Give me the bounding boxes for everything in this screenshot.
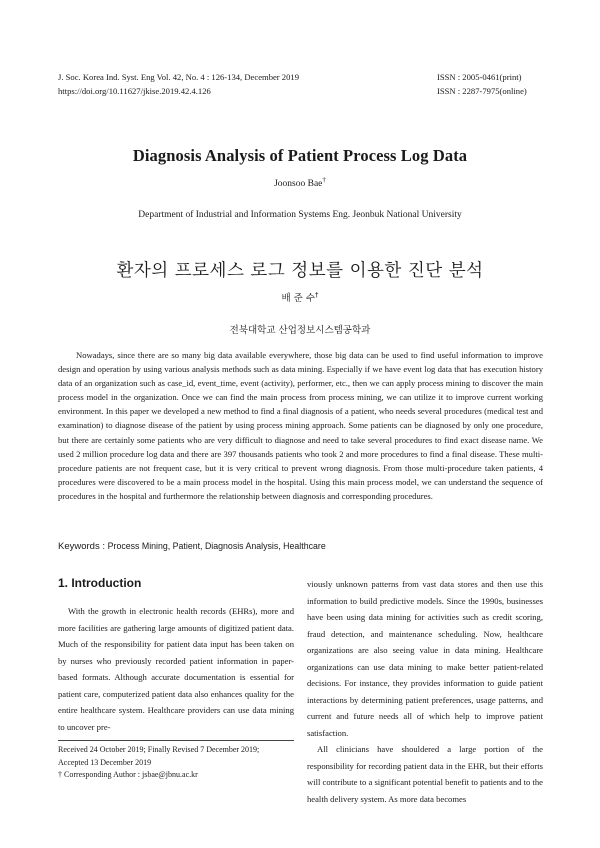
issn-online: ISSN : 2287-7975(online)	[437, 86, 527, 96]
dagger-mark: †	[58, 770, 62, 779]
author-text: Joonsoo Bae	[274, 179, 323, 190]
issn-print: ISSN : 2005-0461(print)	[437, 72, 522, 82]
footnote-divider	[58, 740, 294, 741]
keywords-text: Process Mining, Patient, Diagnosis Analysis, Healthcare	[107, 541, 326, 551]
intro-right-column	[307, 576, 543, 807]
issn-block	[437, 70, 527, 98]
korean-author-name	[0, 290, 600, 304]
intro-right-paragraph-2: All clinicians have shouldered a large portion of the responsibility for recording patient data in the EHR, but their efforts will contribute to a significant potential benefit to patients and to the health delivery system. As more data becomes	[307, 744, 543, 804]
doi-link[interactable]: https://doi.org/10.11627/jkise.2019.42.4.126	[58, 86, 211, 96]
corresponding-author: Corresponding Author : jsbae@jbnu.ac.kr	[64, 770, 198, 779]
abstract: Nowadays, since there are so many big data available everywhere, those big data can be used to find useful information to improve design and operation by using various analysis methods such as data mining. Especially if we have event log data that has execution history data of an organization such as case_id, event_time, event (activity), performer, etc., then we can apply process mining to discover the main process model in the organization. Once we can find the main process from process mining, we can utilize it to improve current working environment. In this paper we developed a new method to find a final diagnosis of a patient, who needs several procedures (medical test and examination) to diagnose disease of the patient by using process mining approach. Some patients can be diagnosed by only one procedure, but there are certainly some patients who are very difficult to diagnose and need to take several procedures to find exact disease name. We used 2 million procedure log data and there are 397 thousands patients who took 2 and more procedures to find a final disease. These multi-procedure patients are not frequent case, but it is very critical to prevent wrong diagnosis. From those multi-procedure taken patients, 4 procedures were discovered to be a main process model in the hospital. Using this main process model, we can understand the sequence of procedures in the hospital and furthermore the relationship between diagnosis and corresponding procedures.	[58, 350, 543, 501]
korean-author-mark: †	[315, 290, 319, 299]
section-heading: 1. Introduction	[58, 576, 142, 590]
accepted-note: Accepted 13 December 2019	[58, 757, 152, 767]
korean-author-text: 배 준 수	[281, 293, 316, 304]
received-note: Received 24 October 2019; Finally Revised 7 December 2019;	[58, 745, 260, 754]
journal-header	[58, 70, 299, 98]
journal-citation: J. Soc. Korea Ind. Syst. Eng Vol. 42, No. 4 : 126-134, December 2019	[58, 72, 299, 82]
author-mark: †	[322, 176, 326, 184]
keywords-separator: :	[99, 541, 108, 552]
author-name	[0, 176, 600, 189]
intro-left-column: With the growth in electronic health records (EHRs), more and more facilities are gathering large amounts of digitized patient data. Much of the responsibility for patient data input has been taken on by nurses who previously recorded patient information in paper-based formats. Although accurate documentation is essential for patient care, computerized patient data also enhances quality for the entire healthcare system. Healthcare providers can use data mining to uncover pre-	[58, 606, 294, 732]
paper-title: Diagnosis Analysis of Patient Process Log Data	[132, 146, 468, 165]
korean-affiliation: 전북대학교 산업정보시스템공학과	[229, 325, 371, 336]
keywords-line	[58, 541, 543, 552]
corresponding-note	[58, 769, 298, 782]
footnotes	[58, 744, 298, 782]
intro-right-paragraph-1: viously unknown patterns from vast data stores and then use this information to build predictive models. Since the 1990s, businesses have been using data mining for activities such as credit scoring, fraud detection, and maintenance scheduling. Now, healthcare organizations are also seeing value in data mining. Healthcare organizations can use data mining to make better patient-related decisions. For instance, they provides information to guide patient interactions by determining patient preferences, usage patterns, and current and future needs all of which help to improve patient satisfaction.	[307, 579, 543, 738]
korean-title: 환자의 프로세스 로그 정보를 이용한 진단 분석	[116, 261, 484, 281]
author-affiliation: Department of Industrial and Information Systems Eng. Jeonbuk National University	[138, 210, 462, 220]
keywords-label: Keywords	[58, 541, 100, 552]
